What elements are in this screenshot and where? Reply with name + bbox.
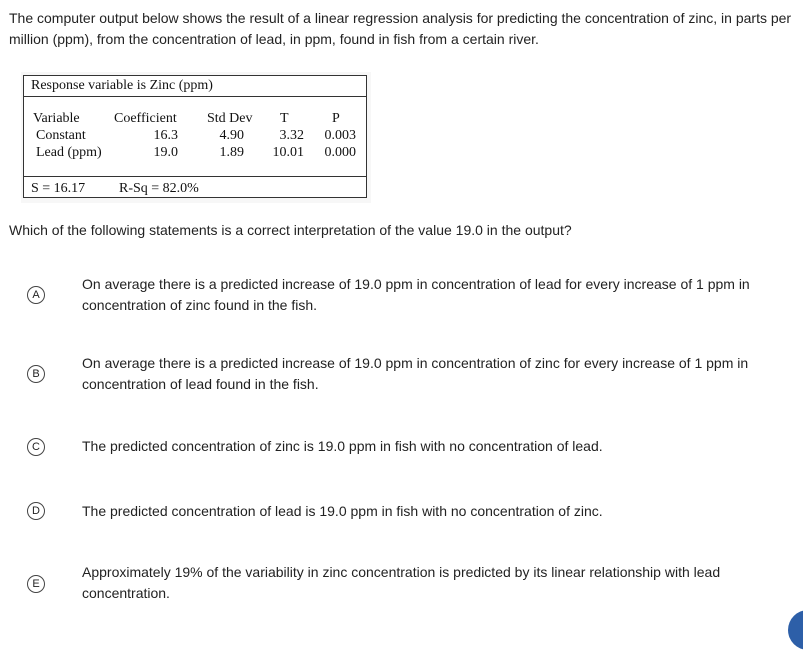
choice-e-button[interactable]: E <box>27 575 45 593</box>
table-cell-t: 10.01 <box>272 145 304 160</box>
regression-output-table <box>23 75 367 198</box>
table-cell-variable: Constant <box>36 128 86 143</box>
table-cell-p: 0.003 <box>324 128 356 143</box>
col-header-variable: Variable <box>33 111 80 126</box>
choice-a-text[interactable]: On average there is a predicted increase of 19.0 ppm in concentration of lead for every increase of 1 ppm in concentration of zinc found in the fish. <box>82 276 750 313</box>
table-cell-coefficient: 16.3 <box>153 128 178 143</box>
output-header <box>24 76 366 97</box>
table-cell-t: 3.32 <box>279 128 304 143</box>
choice-c-text[interactable]: The predicted concentration of zinc is 19.0 ppm in fish with no concentration of lead. <box>82 438 603 454</box>
question-prompt: Which of the following statements is a correct interpretation of the value 19.0 in the output? <box>9 222 572 238</box>
choice-a-button[interactable]: A <box>27 286 45 304</box>
choice-b-text[interactable]: On average there is a predicted increase of 19.0 ppm in concentration of zinc for every increase of 1 ppm in concentration of lead found in the fish. <box>82 355 749 392</box>
table-cell-coefficient: 19.0 <box>153 145 178 160</box>
s-value: S = 16.17 <box>31 181 86 196</box>
col-header-std-dev: Std Dev <box>207 111 253 126</box>
choice-d-text[interactable]: The predicted concentration of lead is 19.0 ppm in fish with no concentration of zinc. <box>82 503 603 519</box>
col-header-coefficient: Coefficient <box>114 111 177 126</box>
table-cell-std-dev: 1.89 <box>219 145 244 160</box>
choice-b-button[interactable]: B <box>27 365 45 383</box>
floating-action-button[interactable] <box>788 610 803 650</box>
table-cell-p: 0.000 <box>324 145 356 160</box>
question-stem: The computer output below shows the result of a linear regression analysis for predicting the concentration of zinc, in parts per million (ppm), from the concentration of lead, in ppm, found in fish from a certain river. <box>9 10 792 47</box>
choice-c-button[interactable]: C <box>27 438 45 456</box>
choice-d-button[interactable]: D <box>27 502 45 520</box>
response-variable-label: Response variable is Zinc (ppm) <box>31 78 213 93</box>
table-cell-std-dev: 4.90 <box>219 128 244 143</box>
col-header-t: T <box>280 111 289 126</box>
regression-output-image <box>21 72 371 203</box>
choice-e-text[interactable]: Approximately 19% of the variability in zinc concentration is predicted by its linear relationship with lead concentration. <box>82 564 721 601</box>
r-squared-value: R-Sq = 82.0% <box>119 181 199 196</box>
col-header-p: P <box>332 111 340 126</box>
table-cell-variable: Lead (ppm) <box>36 145 102 160</box>
output-footer <box>24 176 366 198</box>
